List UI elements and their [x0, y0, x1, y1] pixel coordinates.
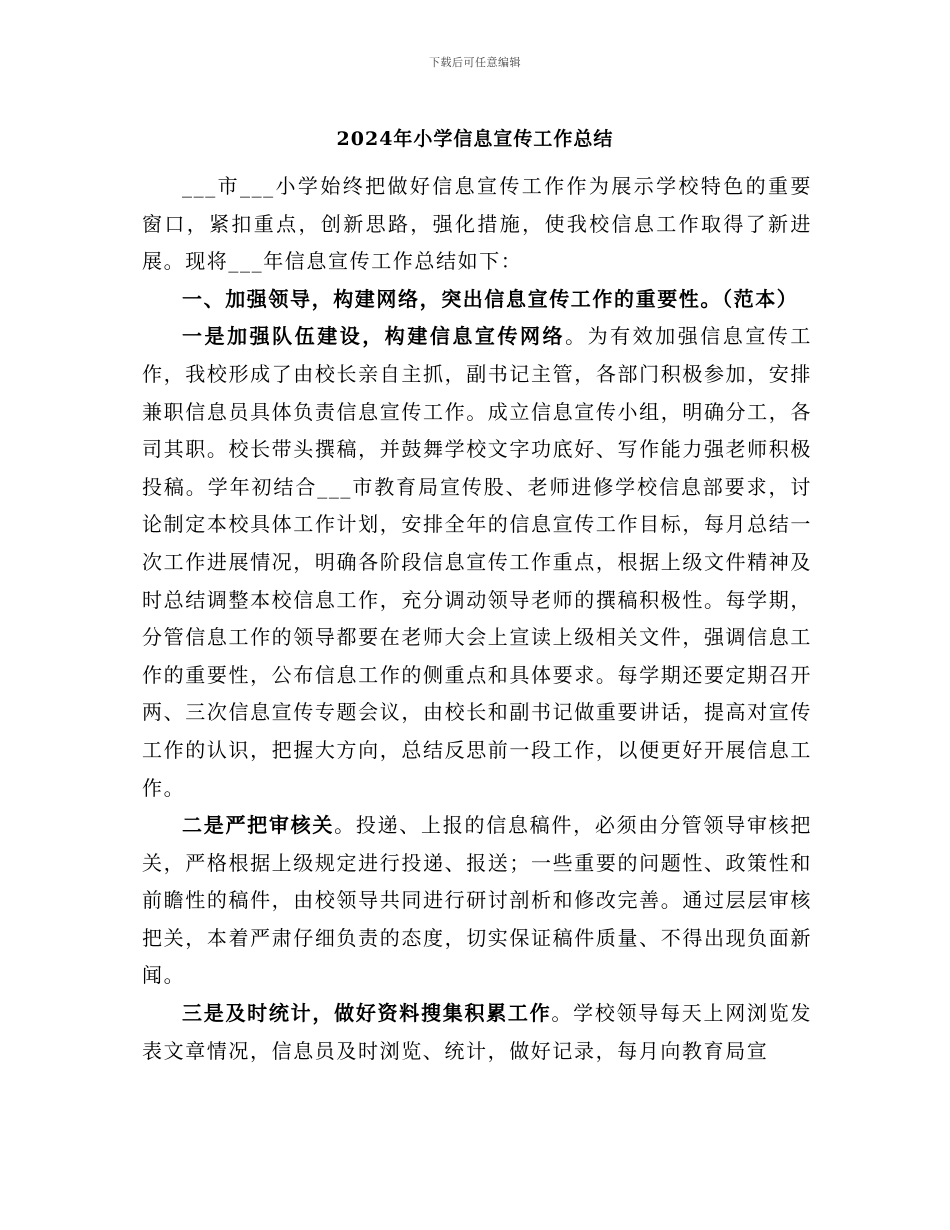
point-text-3: 。学校领导每天上网浏览发表文章情况，信息员及时浏览、统计，做好记录，每月向教育局宣	[142, 1001, 813, 1063]
point-text-1: 。为有效加强信息宣传工作，我校形成了由校长亲自主抓，副书记主管，各部门积极参加，安排兼职信息员具体负责信息宣传工作。成立信息宣传小组，明确分工，各司其职。校长带头撰稿，并鼓舞学校文字功底好、写作能力强老师积极投稿。学年初结合___市教育局宣传股、老师进修学校信息部要求，讨论制定本校具体工作计划，安排全年的信息宣传工作目标，每月总结一次工作进展情况，明确各阶段信息宣传工作重点，根据上级文件精神及时总结调整本校信息工作，充分调动领导老师的撰稿积极性。每学期，分管信息工作的领导都要在老师大会上宣读上级相关文件，强调信息工作的重要性，公布信息工作的侧重点和具体要求。每学期还要定期召开两、三次信息宣传专题会议，由校长和副书记做重要讲话，提高对宣传工作的认识，把握大方向，总结反思前一段工作，以便更好开展信息工作。	[142, 324, 812, 800]
point-paragraph-2	[142, 807, 812, 995]
document-body	[142, 168, 812, 1070]
point-paragraph-1	[142, 318, 812, 807]
intro-paragraph: ___市___小学始终把做好信息宣传工作作为展示学校特色的重要窗口，紧扣重点，创新思路，强化措施，使我校信息工作取得了新进展。现将___年信息宣传工作总结如下：	[142, 174, 812, 274]
point-lead-1: 一是加强队伍建设，构建信息宣传网络	[182, 324, 566, 349]
document-title: 2024年小学信息宣传工作总结	[336, 128, 614, 150]
point-paragraph-3	[142, 995, 812, 1070]
header-note: 下载后可任意编辑	[429, 56, 521, 69]
section-heading-1: 一、加强领导，构建网络，突出信息宣传工作的重要性。（范本）	[182, 286, 799, 311]
point-lead-2: 二是严把审核关	[182, 813, 335, 838]
point-text-2: 。投递、上报的信息稿件，必须由分管领导审核把关，严格根据上级规定进行投递、报送；一些重要的问题性、政策性和前瞻性的稿件，由校领导共同进行研讨剖析和修改完善。通过层层审核把关，本着严肃仔细负责的态度，切实保证稿件质量、不得出现负面新闻。	[142, 813, 813, 988]
point-lead-3: 三是及时统计，做好资料搜集积累工作	[182, 1001, 552, 1026]
